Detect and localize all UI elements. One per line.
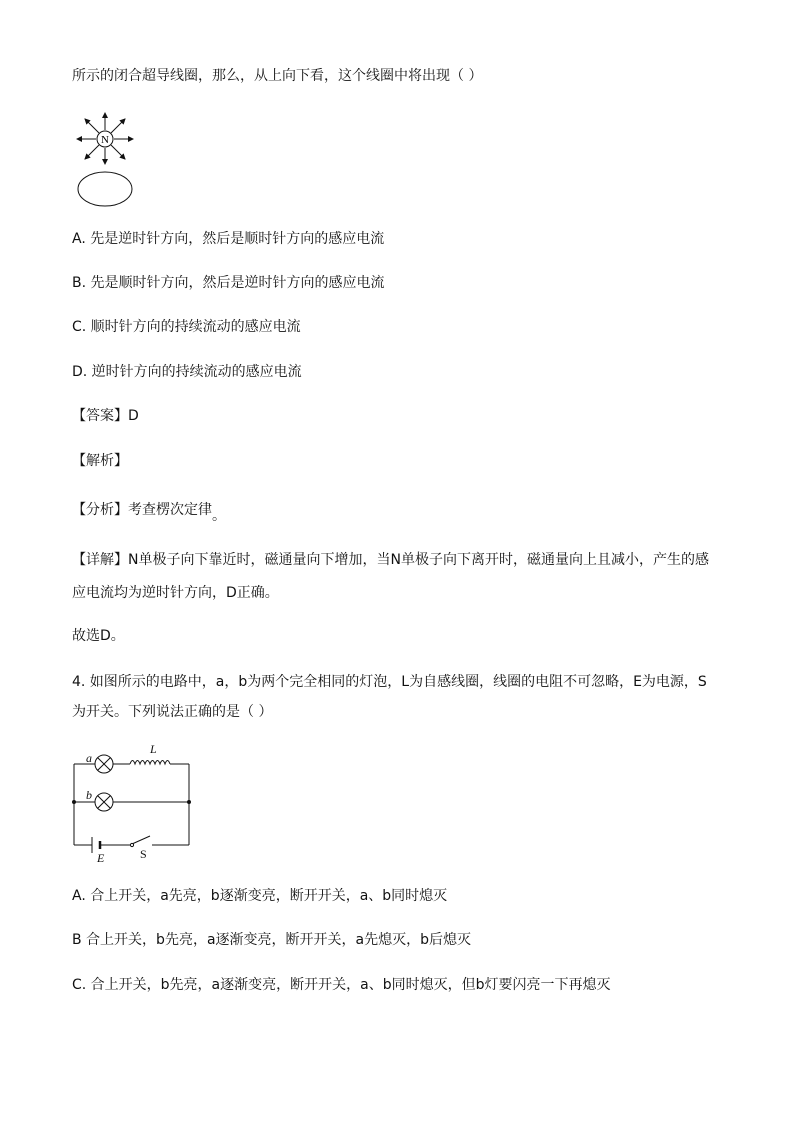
superconducting-coil xyxy=(78,172,132,206)
q3-option-c: C. 顺时针方向的持续流动的感应电流 xyxy=(72,319,301,335)
q3-fenxi-text: 【分析】考查楞次定律 xyxy=(72,502,212,518)
q4-option-a: A. 合上开关，a先亮，b逐渐变亮，断开开关，a、b同时熄灭 xyxy=(72,888,448,904)
q4-option-c: C. 合上开关，b先亮，a逐渐变亮，断开开关，a、b同时熄灭，但b灯要闪亮一下再熄灭 xyxy=(72,977,611,993)
q3-conclusion: 故选D。 xyxy=(72,628,125,644)
circuit-diagram xyxy=(70,738,195,866)
junction-right xyxy=(187,800,191,804)
label-L: L xyxy=(150,742,157,756)
q3-option-a: A. 先是逆时针方向，然后是顺时针方向的感应电流 xyxy=(72,231,385,247)
q3-analysis-heading: 【解析】 xyxy=(72,453,128,469)
q3-answer: 【答案】D xyxy=(72,408,139,424)
junction-left xyxy=(72,800,76,804)
q3-option-b: B. 先是顺时针方向，然后是逆时针方向的感应电流 xyxy=(72,275,385,291)
label-a: a xyxy=(86,751,92,765)
switch-contact xyxy=(130,843,133,846)
q3-detail-line-1: 【详解】N单极子向下靠近时，磁通量向下增加，当N单极子向下离开时，磁通量向上且减小，产生的感 xyxy=(72,552,709,568)
q3-detail-line-2: 应电流均为逆时针方向，D正确。 xyxy=(72,585,279,601)
monopole-coil-figure xyxy=(70,108,140,210)
q4-stem-line-1: 4. 如图所示的电路中，a，b为两个完全相同的灯泡，L为自感线圈，线圈的电阻不可忽略，E为电源，S xyxy=(72,674,707,690)
label-b: b xyxy=(86,788,92,802)
q3-fenxi-mark: 。 xyxy=(212,508,226,524)
switch-blade xyxy=(132,836,150,844)
monopole-label: N xyxy=(101,134,109,146)
q4-option-b: B 合上开关，b先亮，a逐渐变亮，断开开关，a先熄灭，b后熄灭 xyxy=(72,932,471,948)
q3-stem-tail: 所示的闭合超导线圈，那么，从上向下看，这个线圈中将出现（ ） xyxy=(72,68,483,84)
label-S: S xyxy=(140,847,147,861)
lamp-b xyxy=(95,793,113,811)
q3-option-d: D. 逆时针方向的持续流动的感应电流 xyxy=(72,364,302,380)
q3-analysis-summary xyxy=(72,500,226,524)
lamp-a xyxy=(95,755,113,773)
q4-stem-line-2: 为开关。下列说法正确的是（ ） xyxy=(72,704,273,720)
inductor-coil xyxy=(130,761,170,765)
label-E: E xyxy=(97,851,105,865)
